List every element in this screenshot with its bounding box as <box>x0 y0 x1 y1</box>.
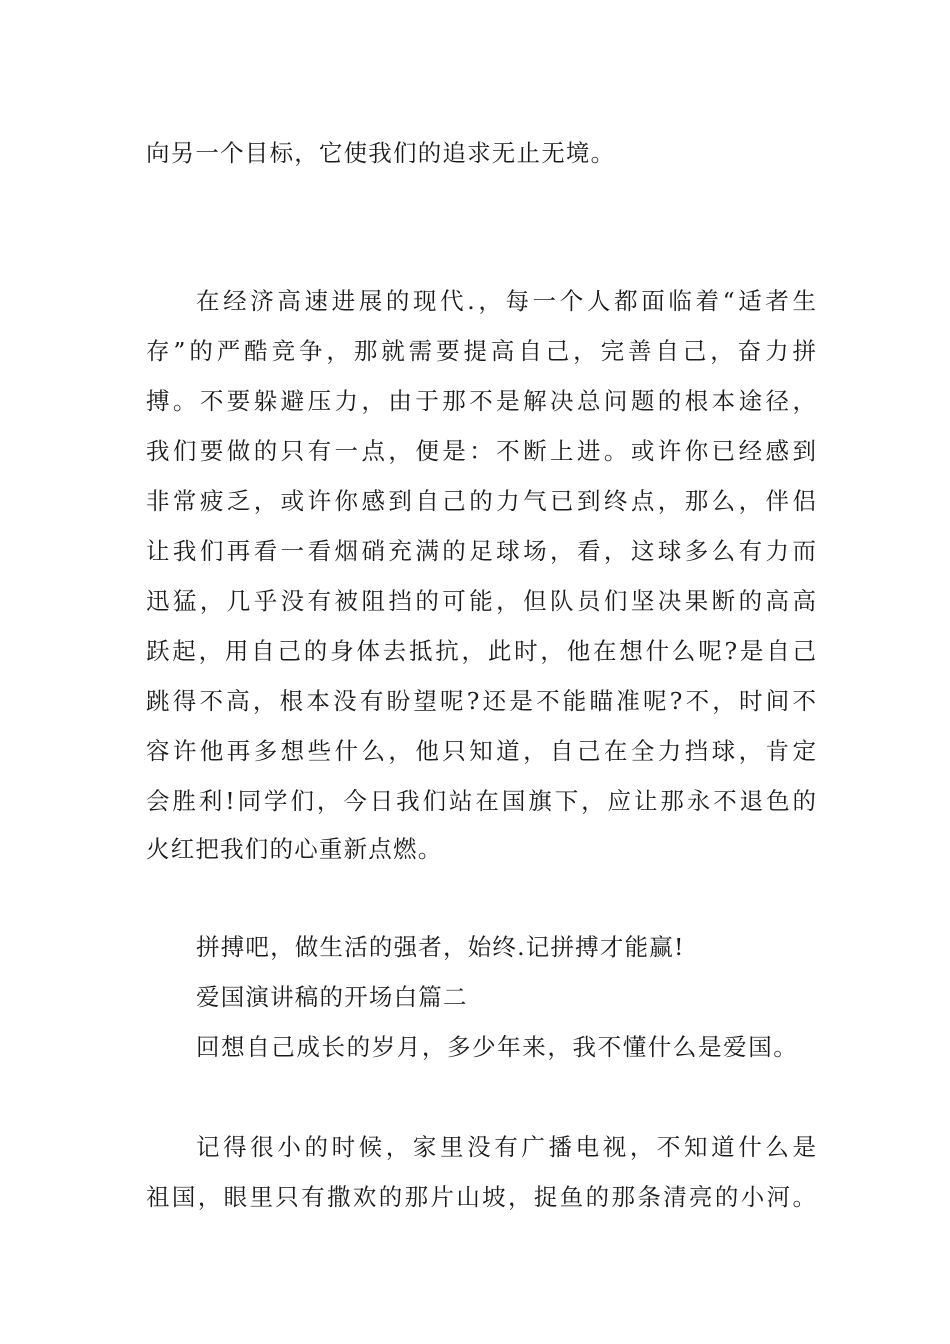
paragraph-line: 搏。不要躲避压力，由于那不是解决总问题的根本途径， <box>146 387 816 415</box>
paragraph-line: 在经济高速进展的现代.，每一个人都面临着“适者生 <box>196 287 816 315</box>
paragraph-line: 存”的严酷竞争，那就需要提高自己，完善自己，奋力拼 <box>146 337 816 365</box>
section-heading: 爱国演讲稿的开场白篇二 <box>196 983 468 1011</box>
paragraph-line: 会胜利!同学们，今日我们站在国旗下，应让那永不退色的 <box>146 787 816 815</box>
paragraph-line: 祖国，眼里只有撒欢的那片山坡，捉鱼的那条清亮的小河。 <box>146 1183 816 1211</box>
paragraph-line: 火红把我们的心重新点燃。 <box>146 835 443 863</box>
paragraph-line: 记得很小的时候，家里没有广播电视，不知道什么是 <box>196 1133 816 1161</box>
paragraph-line: 向另一个目标，它使我们的追求无止无境。 <box>146 139 616 167</box>
paragraph-line: 跳得不高，根本没有盼望呢?还是不能瞄准呢?不，时间不 <box>146 687 816 715</box>
paragraph-line: 迅猛，几乎没有被阻挡的可能，但队员们坚决果断的高高 <box>146 587 816 615</box>
paragraph-line: 我们要做的只有一点，便是：不断上进。或许你已经感到 <box>146 437 816 465</box>
paragraph-line: 拼搏吧，做生活的强者，始终.记拼搏才能赢! <box>196 933 685 961</box>
paragraph-line: 跃起，用自己的身体去抵抗，此时，他在想什么呢?是自己 <box>146 637 816 665</box>
paragraph-line: 回想自己成长的岁月，多少年来，我不懂什么是爱国。 <box>196 1033 799 1061</box>
paragraph-line: 容许他再多想些什么，他只知道，自己在全力挡球，肯定 <box>146 737 816 765</box>
paragraph-line: 让我们再看一看烟硝充满的足球场，看，这球多么有力而 <box>146 537 816 565</box>
paragraph-line: 非常疲乏，或许你感到自己的力气已到终点，那么，伴侣 <box>146 487 816 515</box>
